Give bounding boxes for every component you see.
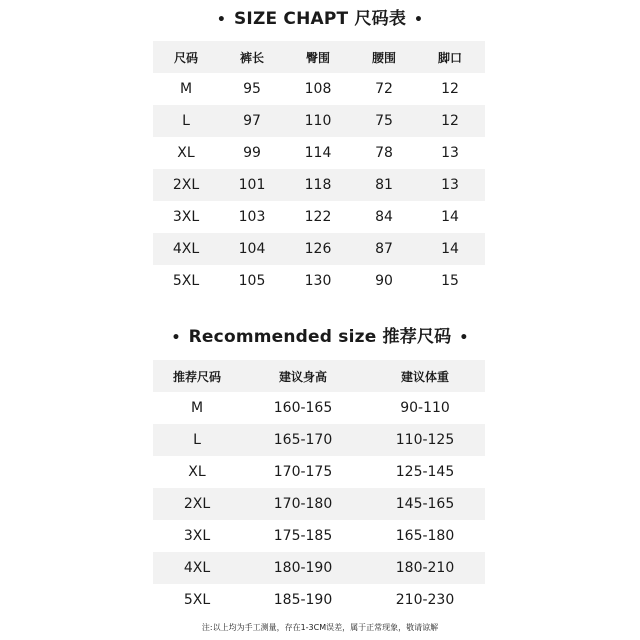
table-cell: M [190,400,204,416]
table-cell: 75 [375,113,393,129]
table-cell: L [193,432,201,448]
table-cell: 104 [238,241,266,257]
table-cell: 160-165 [273,400,333,416]
table-cell: 12 [441,81,459,97]
table-cell: 81 [375,177,393,193]
table-cell: 72 [375,81,393,97]
header-cell: 裤长 [239,50,264,65]
table-cell: 5XL [172,273,200,289]
table-cell: XL [177,145,195,161]
bullet-dot: • [459,330,469,346]
header-cell: 建议体重 [400,369,449,384]
table-cell: 210-230 [395,592,455,608]
table-cell: 13 [441,177,459,193]
size-chart-table [153,41,485,297]
table-cell: 125-145 [395,464,455,480]
table-cell: 165-170 [273,432,333,448]
table-header-row [153,41,485,73]
header-cell: 臀围 [305,50,330,65]
table-cell: 126 [304,241,332,257]
table-cell: 2XL [183,496,211,512]
table-cell: 15 [441,273,459,289]
table-cell: 87 [375,241,393,257]
table-cell: 14 [441,241,459,257]
table-cell: 165-180 [395,528,455,544]
header-cell: 建议身高 [278,369,327,384]
table-cell: 145-165 [395,496,455,512]
table-cell: 118 [304,177,332,193]
table-row [153,169,485,201]
bullet-dot: • [216,12,226,28]
table-cell: 122 [304,209,332,225]
table-row [153,552,485,584]
header-cell: 腰围 [371,50,396,65]
table-row [153,456,485,488]
table-cell: 170-180 [273,496,333,512]
table-cell: 14 [441,209,459,225]
table-row [153,105,485,137]
table-row [153,392,485,424]
table-cell: XL [188,464,206,480]
table-cell: 180-210 [395,560,455,576]
header-cell: 推荐尺码 [172,369,221,384]
recommended-size-title [0,322,640,347]
table-cell: 5XL [183,592,211,608]
table-cell: 130 [304,273,332,289]
header-cell: 尺码 [173,50,198,65]
table-row [153,488,485,520]
table-cell: 170-175 [273,464,333,480]
table-row [153,520,485,552]
table-cell: 99 [243,145,261,161]
table-cell: 110-125 [395,432,455,448]
table-cell: 13 [441,145,459,161]
table-cell: 4XL [183,560,211,576]
table-row [153,424,485,456]
table-cell: 103 [238,209,266,225]
table-row [153,233,485,265]
recommended-size-table [153,360,485,616]
table-cell: 175-185 [273,528,333,544]
size-chart-title-text: SIZE CHAPT 尺码表 [233,9,407,29]
table-cell: 3XL [183,528,211,544]
table-cell: 90 [375,273,393,289]
table-cell: 105 [238,273,266,289]
table-header-row [153,360,485,392]
table-cell: 110 [304,113,332,129]
table-row [153,73,485,105]
table-cell: 180-190 [273,560,333,576]
table-cell: 84 [375,209,393,225]
table-cell: 12 [441,113,459,129]
size-chart-title [0,4,640,29]
table-cell: 95 [243,81,261,97]
table-cell: 101 [238,177,266,193]
measurement-note: 注:以上均为手工测量，存在1-3CM误差，属于正常现象，敬请谅解 [201,623,439,632]
table-cell: 90-110 [400,400,450,416]
table-cell: 185-190 [273,592,333,608]
table-cell: 3XL [172,209,200,225]
table-cell: 4XL [172,241,200,257]
table-row [153,584,485,616]
bullet-dot: • [414,12,424,28]
table-cell: M [179,81,193,97]
table-cell: L [182,113,190,129]
bullet-dot: • [171,330,181,346]
table-cell: 78 [375,145,393,161]
table-cell: 97 [243,113,261,129]
table-row [153,201,485,233]
table-cell: 2XL [172,177,200,193]
table-row [153,137,485,169]
recommended-title-text: Recommended size 推荐尺码 [188,327,452,347]
table-cell: 114 [304,145,332,161]
table-cell: 108 [304,81,332,97]
header-cell: 脚口 [437,50,462,65]
table-row [153,265,485,297]
